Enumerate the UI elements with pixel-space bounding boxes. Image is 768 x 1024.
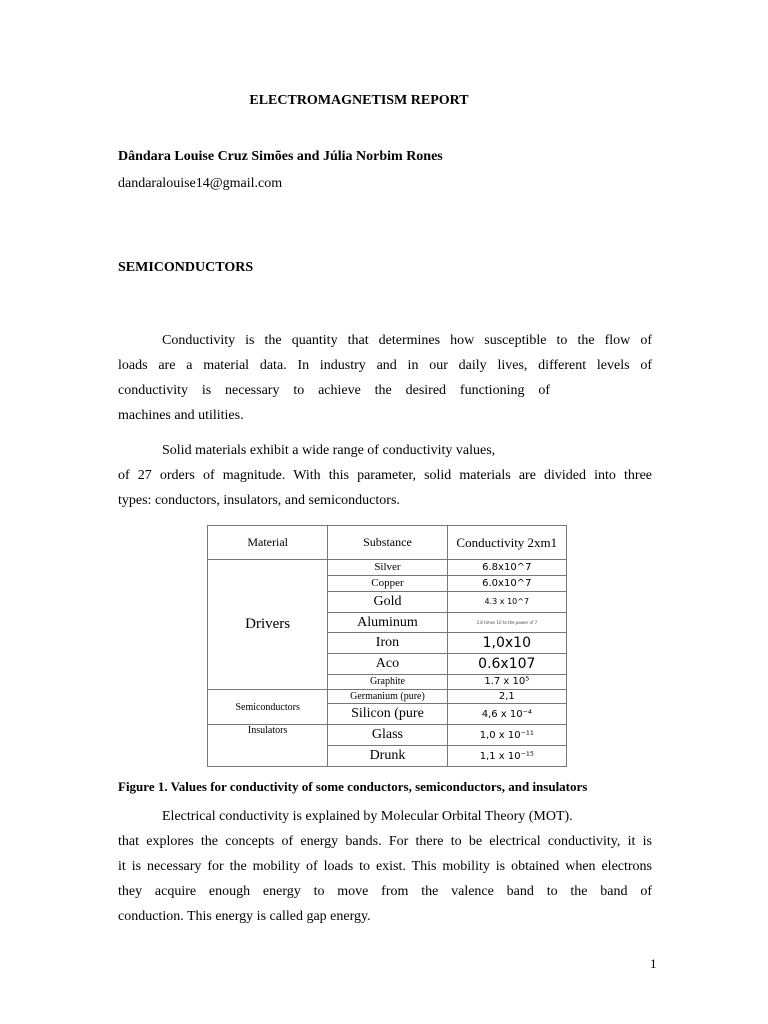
value-cell: 6.0x10^7	[447, 575, 566, 591]
author-email: dandaralouise14@gmail.com	[118, 176, 283, 191]
value-cell: 4.3 x 10^7	[447, 591, 566, 612]
paragraph-line: of 27 orders of magnitude. With this parameter, solid materials are divided into three	[118, 468, 652, 483]
paragraph-line: that explores the concepts of energy bands. For there to be electrical conductivity, it is	[118, 834, 652, 849]
header-conductivity: Conductivity 2xm1	[447, 526, 566, 560]
value-cell: 1,1 x 10⁻¹⁵	[447, 746, 566, 767]
substance-cell: Gold	[328, 591, 447, 612]
paragraph-line: they acquire enough energy to move from the valence band to the band of	[118, 884, 652, 899]
paragraph-2	[118, 438, 652, 513]
value-cell: 1,0 x 10⁻¹¹	[447, 725, 566, 746]
value-cell: 2,1	[447, 689, 566, 704]
paragraph-line: Electrical conductivity is explained by Molecular Orbital Theory (MOT).	[162, 809, 573, 824]
value-cell: 3.8 times 10 to the power of 7	[447, 612, 566, 633]
substance-cell: Aluminum	[328, 612, 447, 633]
section-heading: SEMICONDUCTORS	[118, 260, 254, 275]
value-cell: 1.7 x 10⁵	[447, 675, 566, 690]
header-material: Material	[208, 526, 328, 560]
paragraph-line: it is necessary for the mobility of loads to exist. This mobility is obtained when electrons	[118, 859, 652, 874]
substance-cell: Silver	[328, 560, 447, 576]
value-cell: 6.8x10^7	[447, 560, 566, 576]
substance-cell: Copper	[328, 575, 447, 591]
paragraph-line: loads are a material data. In industry and in our daily lives, different levels of	[118, 358, 652, 373]
group-semiconductors: Semiconductors	[208, 689, 328, 725]
substance-cell: Graphite	[328, 675, 447, 690]
paragraph-line: conduction. This energy is called gap energy.	[118, 909, 371, 924]
paragraph-line: types: conductors, insulators, and semiconductors.	[118, 493, 400, 508]
substance-cell: Glass	[328, 725, 447, 746]
value-cell: 1,0x10	[447, 633, 566, 654]
substance-cell: Silicon (pure	[328, 704, 447, 725]
paragraph-line: conductivity is necessary to achieve the desired functioning of	[118, 383, 550, 398]
substance-cell: Germanium (pure)	[328, 689, 447, 704]
page-number: 1	[650, 956, 657, 971]
paragraph-1	[118, 328, 652, 428]
substance-cell: Aco	[328, 654, 447, 675]
conductivity-table	[207, 525, 567, 767]
value-cell: 4,6 x 10⁻⁴	[447, 704, 566, 725]
group-insulators: Insulators	[208, 725, 328, 767]
paragraph-line: machines and utilities.	[118, 408, 244, 423]
authors: Dândara Louise Cruz Simões and Júlia Norbim Rones	[118, 149, 443, 164]
paragraph-3	[118, 804, 652, 929]
paragraph-line: Conductivity is the quantity that determines how susceptible to the flow of	[162, 333, 652, 348]
group-drivers: Drivers	[208, 560, 328, 690]
figure-caption: Figure 1. Values for conductivity of some conductors, semiconductors, and insulators	[118, 779, 588, 794]
substance-cell: Iron	[328, 633, 447, 654]
paragraph-line: Solid materials exhibit a wide range of conductivity values,	[162, 443, 496, 458]
conductivity-table-figure	[207, 525, 567, 767]
report-title: ELECTROMAGNETISM REPORT	[249, 93, 469, 108]
substance-cell: Drunk	[328, 746, 447, 767]
header-substance: Substance	[328, 526, 447, 560]
value-cell: 0.6x107	[447, 654, 566, 675]
